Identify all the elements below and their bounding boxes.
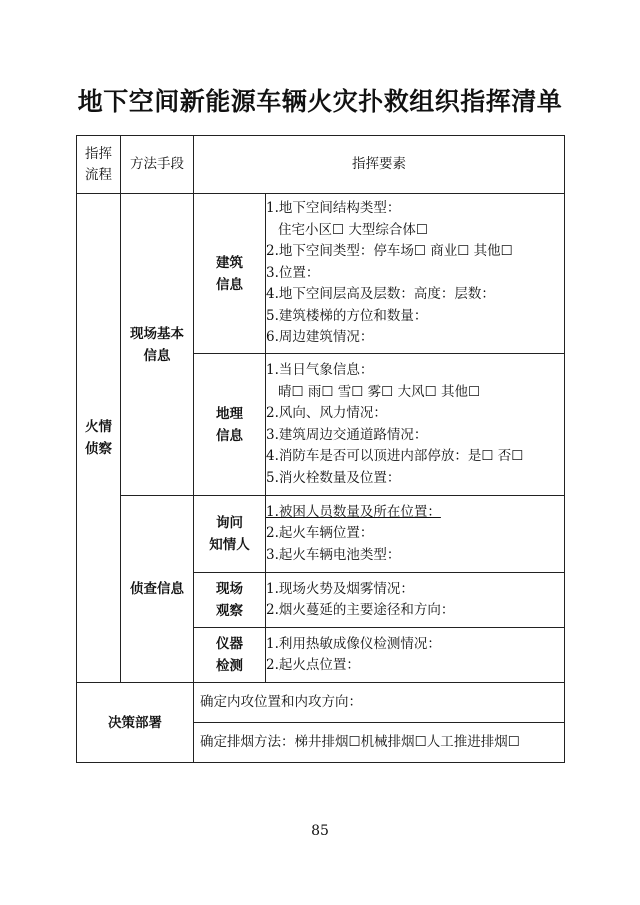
decision-item-attack [194, 683, 565, 723]
observe-label-line2: 观察 [216, 603, 243, 619]
list-item: 3.位置： [266, 264, 320, 281]
list-item: 2.地下空间类型：停车场☐ 商业☐ 其他☐ [266, 243, 513, 260]
list-item: 4.地下空间层高及层数：高度：层数： [266, 286, 495, 303]
fire-recon-line1: 火情 [85, 419, 112, 435]
geography-label-line1: 地理 [216, 405, 243, 422]
inquire-label [194, 496, 266, 573]
list-item: 2.起火车辆位置： [266, 525, 374, 542]
instrument-label-line2: 检测 [216, 658, 243, 674]
site-info-line1: 现场基本 [130, 325, 184, 342]
list-item: 3.起火车辆电池类型： [266, 546, 401, 563]
geography-info-label [194, 354, 266, 496]
header-process [77, 136, 121, 194]
list-item: 晴☐ 雨☐ 雪☐ 雾☐ 大风☐ 其他☐ [278, 383, 481, 400]
building-label-line1: 建筑 [216, 254, 243, 271]
list-item: 3.建筑周边交通道路情况： [266, 426, 428, 443]
observe-label-line1: 现场 [216, 581, 243, 597]
geography-info-items [266, 354, 565, 496]
building-label-line2: 信息 [216, 276, 243, 293]
list-item: 2.起火点位置： [266, 657, 360, 673]
header-process-line1: 指挥 [85, 145, 112, 162]
list-item: 1.现场火势及烟雾情况： [266, 580, 414, 597]
fire-recon-line2: 侦察 [85, 441, 112, 457]
inquire-items [266, 496, 565, 573]
list-item: 2.烟火蔓延的主要途径和方向： [266, 602, 455, 618]
inquire-label-line2: 知情人 [209, 537, 250, 553]
fire-recon-label [77, 194, 121, 683]
list-item: 6.周边建筑情况： [266, 329, 374, 346]
geography-label-line2: 信息 [216, 427, 243, 444]
list-item: 确定内攻位置和内攻方向： [200, 693, 362, 710]
observe-items [266, 573, 565, 628]
list-item: 1.当日气象信息： [266, 362, 374, 378]
command-checklist-table [76, 135, 565, 763]
header-method: 方法手段 [121, 136, 194, 194]
building-info-items [266, 194, 565, 354]
decision-row-1 [77, 683, 565, 723]
list-item: 5.消火栓数量及位置： [266, 469, 401, 486]
list-item: 确定排烟方法：梯井排烟☐机械排烟☐人工推进排烟☐ [200, 733, 520, 750]
list-item: 4.消防车是否可以顶进内部停放：是☐ 否☐ [266, 448, 524, 464]
building-row [77, 194, 565, 354]
list-item: 5.建筑楼梯的方位和数量： [266, 307, 428, 324]
header-process-line2: 流程 [85, 166, 112, 183]
page-number: 85 [311, 823, 329, 839]
observe-label [194, 573, 266, 628]
list-item: 1.被困人员数量及所在位置： [266, 503, 441, 520]
inquire-row [77, 496, 565, 573]
inquire-label-line1: 询问 [216, 515, 243, 531]
list-item: 2.风向、风力情况： [266, 405, 387, 421]
instrument-label-line1: 仪器 [216, 636, 243, 652]
site-info-line2: 信息 [143, 347, 171, 364]
list-item: 住宅小区☐ 大型综合体☐ [278, 221, 428, 238]
decision-item-smoke [194, 723, 565, 763]
list-item: 1.地下空间结构类型： [266, 200, 401, 217]
site-info-label [121, 194, 194, 496]
building-info-label [194, 194, 266, 354]
header-row [77, 136, 565, 194]
instrument-items [266, 628, 565, 683]
investigation-label: 侦查信息 [121, 496, 194, 683]
header-elements: 指挥要素 [194, 136, 565, 194]
instrument-label [194, 628, 266, 683]
page-title: 地下空间新能源车辆火灾扑救组织指挥清单 [77, 87, 563, 116]
list-item: 1.利用热敏成像仪检测情况： [266, 635, 441, 652]
decision-label: 决策部署 [77, 683, 194, 763]
